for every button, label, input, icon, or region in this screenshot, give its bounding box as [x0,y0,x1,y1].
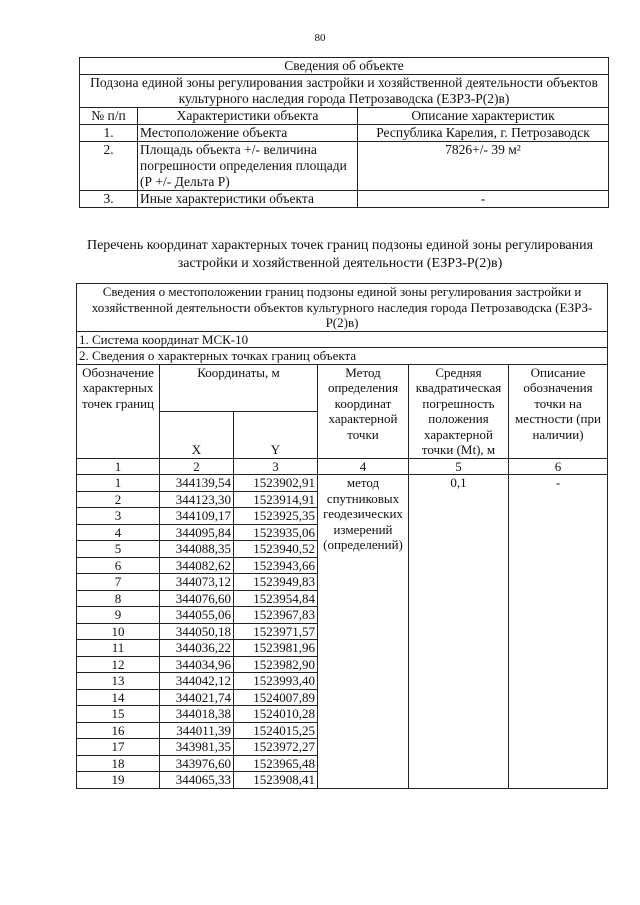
col-number-2: 2 [160,458,234,475]
point-number: 7 [77,574,160,591]
point-x: 344011,39 [160,722,234,739]
point-y: 1523902,91 [234,475,318,492]
page-number: 80 [314,32,326,44]
point-number: 4 [77,524,160,541]
col-x: X [160,411,234,458]
error-value: 0,1 [409,475,509,789]
col-description: Описание обозначения точки на местности (при наличии) [509,364,608,458]
point-x: 344036,22 [160,640,234,657]
point-number: 1 [77,475,160,492]
point-x: 344082,62 [160,557,234,574]
header-characteristics: Характеристики объекта [138,108,358,125]
point-x: 344109,17 [160,508,234,525]
object-info-table [79,57,609,208]
point-y: 1523949,83 [234,574,318,591]
point-x: 344018,38 [160,706,234,723]
col-designation: Обозначение характерных точек границ [77,364,160,458]
col-number-6: 6 [509,458,608,475]
point-y: 1523967,83 [234,607,318,624]
point-x: 344055,06 [160,607,234,624]
point-x: 344034,96 [160,656,234,673]
col-method: Метод определения координат характерной точки [318,364,409,458]
point-x: 344076,60 [160,590,234,607]
col-number-4: 4 [318,458,409,475]
point-x: 344042,12 [160,673,234,690]
point-y: 1523925,35 [234,508,318,525]
point-number: 14 [77,689,160,706]
point-y: 1523971,57 [234,623,318,640]
point-y: 1523914,91 [234,491,318,508]
point-number: 12 [77,656,160,673]
method-value: метод спутниковых геодезических измерений (определений) [318,475,409,789]
point-number: 19 [77,772,160,789]
point-number: 13 [77,673,160,690]
row-num: 3. [80,191,138,208]
col-number-3: 3 [234,458,318,475]
point-y: 1523908,41 [234,772,318,789]
point-y: 1523935,06 [234,524,318,541]
col-y: Y [234,411,318,458]
point-x: 343976,60 [160,755,234,772]
row-desc: Республика Карелия, г. Петрозаводск [358,125,609,142]
col-error: Средняя квадратическая погрешность положения характерной точки (Mt), м [409,364,509,458]
point-number: 6 [77,557,160,574]
object-info-title: Сведения об объекте [80,58,609,75]
point-number: 17 [77,739,160,756]
header-description: Описание характеристик [358,108,609,125]
points-header: 2. Сведения о характерных точках границ объекта [77,348,608,365]
col-number-5: 5 [409,458,509,475]
point-number: 8 [77,590,160,607]
row-name: Площадь объекта +/- величина погрешности определения площади (Р +/- Дельта Р) [138,142,358,191]
point-y: 1523954,84 [234,590,318,607]
row-name: Местоположение объекта [138,125,358,142]
point-number: 2 [77,491,160,508]
point-y: 1523982,90 [234,656,318,673]
row-name: Иные характеристики объекта [138,191,358,208]
point-y: 1523972,27 [234,739,318,756]
col-number-1: 1 [77,458,160,475]
point-number: 3 [77,508,160,525]
point-x: 344021,74 [160,689,234,706]
point-number: 18 [77,755,160,772]
coordinates-list-heading: Перечень координат характерных точек границ подзоны единой зоны регулирования застройки и хозяйственной деятельности (ЕЗРЗ-Р(2)в) [86,238,594,271]
point-x: 344123,30 [160,491,234,508]
point-number: 5 [77,541,160,558]
point-number: 9 [77,607,160,624]
point-x: 344139,54 [160,475,234,492]
header-num: № п/п [80,108,138,125]
point-number: 16 [77,722,160,739]
table-row [77,475,608,492]
point-y: 1523943,66 [234,557,318,574]
point-y: 1523993,40 [234,673,318,690]
point-y: 1523940,52 [234,541,318,558]
point-x: 344095,84 [160,524,234,541]
point-number: 10 [77,623,160,640]
point-number: 11 [77,640,160,657]
coordinates-table [76,283,608,789]
table-row [80,191,609,208]
object-info-subtitle: Подзона единой зоны регулирования застройки и хозяйственной деятельности объектов культурного наследия города Петрозаводска (ЕЗРЗ-Р(2)в) [80,75,609,108]
point-x: 344065,33 [160,772,234,789]
row-num: 2. [80,142,138,191]
coords-title: Сведения о местоположении границ подзоны единой зоны регулирования застройки и хозяйственной деятельности объектов культурного наследия города Петрозаводска (ЕЗРЗ-Р(2)в) [77,284,608,332]
description-value: - [509,475,608,789]
point-y: 1523965,48 [234,755,318,772]
row-desc: 7826+/- 39 м² [358,142,609,191]
point-x: 344073,12 [160,574,234,591]
point-x: 344088,35 [160,541,234,558]
point-x: 343981,35 [160,739,234,756]
coordinate-system: 1. Система координат МСК-10 [77,331,608,348]
point-y: 1524010,28 [234,706,318,723]
row-num: 1. [80,125,138,142]
point-y: 1524007,89 [234,689,318,706]
row-desc: - [358,191,609,208]
table-row [80,142,609,191]
point-x: 344050,18 [160,623,234,640]
point-y: 1524015,25 [234,722,318,739]
point-number: 15 [77,706,160,723]
table-row [80,125,609,142]
col-coordinates: Координаты, м [160,364,318,411]
point-y: 1523981,96 [234,640,318,657]
